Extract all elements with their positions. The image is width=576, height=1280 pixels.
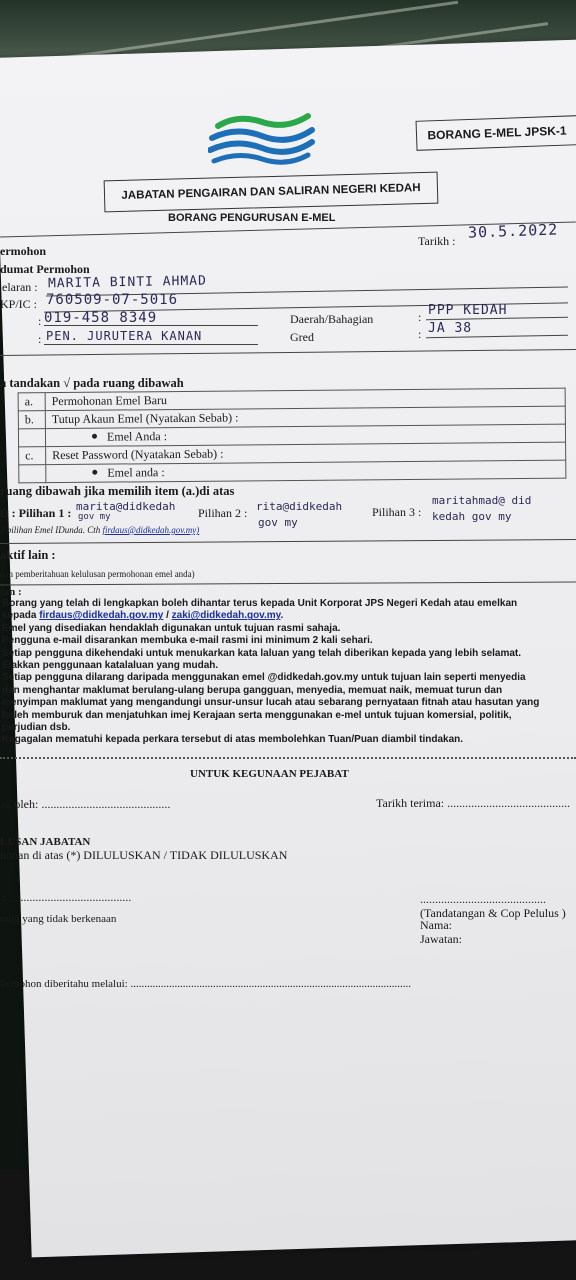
approval-status-text: honan di atas (*) DILULUSKAN / TIDAK DILULUSKAN <box>0 848 288 862</box>
rule-7: Kegagalan mematuhi kepada perkara tersebut di atas membolehkan Tuan/Puan diambil tindakan. <box>2 734 464 746</box>
pilihan-2-value[interactable]: rita@didkedah <box>256 500 343 513</box>
option-letter: c. <box>19 447 46 465</box>
jawatan-pelulus-label: Jawatan: <box>420 932 462 946</box>
option-text: Permohonan Emel Baru <box>45 388 565 411</box>
aktif-note: uan pemberitahuan kelulusan permohonan emel anda) <box>0 569 195 579</box>
pilihan-note-text: 3 pilihan Emel IDunda. Cth <box>0 525 101 535</box>
option-text: Emel anda : <box>107 465 165 480</box>
diterima-oleh: ak oleh: ........................................... <box>0 797 171 811</box>
tarikh-value[interactable]: 30.5.2022 <box>467 220 559 242</box>
kelulusan-jabatan-heading: LUSAN JABATAN <box>0 836 91 848</box>
bahagian-colon: : <box>38 332 42 346</box>
pilihan-3-label: Pilihan 3 : <box>372 505 422 519</box>
tarikh-terima: Tarikh terima: ......................................... <box>376 796 571 810</box>
rule-6e: perjudian dsb. <box>2 722 71 734</box>
rule-4: Setiap pengguna dikehendaki untuk menukarkan kata laluan yang telah diberikan kepada yang lebih selamat. <box>2 647 522 659</box>
rule-3: Pengguna e-mail disarankan membuka e-mail rasmi ini minimum 2 kali sehari. <box>2 635 373 647</box>
option-text: Tutup Akaun Emel (Nyatakan Sebab) : <box>45 406 565 429</box>
jps-wave-logo-icon <box>208 108 316 166</box>
rule-6: Setiap pengguna dilarang daripada menggunakan emel @didkedah.gov.my untuk tujuan lain seperti menyedia <box>2 672 526 684</box>
daerah-colon: : <box>418 310 422 324</box>
form-title: BORANG PENGURUSAN E-MEL <box>168 212 336 224</box>
rule-1-kepada: kepada <box>2 610 37 622</box>
signature-line-right: .......................................... <box>420 892 546 906</box>
rule-2: Emel yang disediakan hendaklah digunakan untuk tujuan rasmi sahaja. <box>2 622 341 634</box>
rule-6d: boleh memburuk dan menjatuhkan imej Kerajaan serta menggunakan e-mel untuk tujuan komersial, politik, <box>2 709 512 721</box>
zaki-email-link[interactable]: zaki@didkedah.gov.my <box>171 610 281 622</box>
jawatan-value[interactable]: PEN. JURUTERA KANAN <box>46 329 203 343</box>
aktif-lain-label: aktif lain : <box>0 548 56 562</box>
rule-5: Elakkan penggunaan katalaluan yang mudah. <box>2 660 219 672</box>
link-end: . <box>280 610 284 622</box>
tarikh-label: Tarikh : <box>418 234 456 248</box>
nama-pelulus-label: Nama: <box>420 918 452 932</box>
section-pemohon: ermohon <box>0 244 46 258</box>
bullet-icon <box>92 434 97 439</box>
pilihan-3-value-2[interactable]: kedah gov my <box>432 510 512 523</box>
option-letter: b. <box>18 411 45 429</box>
example-email-link[interactable]: firdaus@didkedah.gov.my) <box>102 525 200 535</box>
link-separator: / <box>166 610 169 622</box>
kp-label: KP/IC : <box>0 297 38 311</box>
pilihan-1-value-2[interactable]: gov my <box>78 512 111 522</box>
pilihan-3-value[interactable]: maritahmad@ did <box>432 494 532 507</box>
email-request-options-table <box>18 388 567 484</box>
tel-colon: : <box>38 314 42 328</box>
pilihan-heading: ruang dibawah jika memilih item (a.)di atas <box>0 484 235 498</box>
pilihan-note <box>0 525 199 535</box>
signature-line-left: : ......................................... <box>2 890 132 904</box>
gred-colon: : <box>418 327 422 341</box>
nama-value[interactable]: MARITA BINTI AHMAD <box>47 273 208 292</box>
option-text: Emel Anda : <box>106 429 168 444</box>
pilihan-2-value-2[interactable]: gov my <box>258 516 298 529</box>
rule-6c: menyimpan maklumat yang mengandungi unsur-unsur lucah atau sebarang pernyataan fitnah atau hasutan yang <box>2 697 540 709</box>
pilihan-1-label: D : Pilihan 1 : <box>0 506 72 520</box>
option-text: Reset Password (Nyatakan Sebab) : <box>46 442 566 465</box>
form-code-box: BORANG E-MEL JPSK-1 <box>416 115 576 151</box>
department-title: JABATAN PENGAIRAN DAN SALIRAN NEGERI KEDAH <box>104 172 439 213</box>
telefon-value[interactable]: 019-458 8349 <box>44 310 158 326</box>
rules-list <box>2 598 576 747</box>
tandatangan-cop-label: (Tandatangan & Cop Pelulus ) <box>420 906 566 920</box>
instruction-text: a tandakan √ pada ruang dibawah <box>0 376 184 390</box>
bullet-icon <box>92 470 97 475</box>
section-maklumat-pemohon: dumat Permohon <box>0 262 90 276</box>
firdaus-email-link[interactable]: firdaus@didkedah.gov.my <box>39 610 164 622</box>
office-use-title: UNTUK KEGUNAAN PEJABAT <box>190 768 349 780</box>
nama-label: elaran : <box>2 280 38 294</box>
pilihan-1-value[interactable]: marita@didkedah <box>76 500 176 513</box>
gred-value[interactable]: JA 38 <box>428 321 473 336</box>
catatan-label: tan : <box>0 586 22 598</box>
gred-label: Gred <box>290 330 314 344</box>
daerah-label: Daerah/Bahagian <box>290 312 374 326</box>
rule-1-links <box>2 610 576 622</box>
rule-1: Borang yang telah di lengkapkan boleh dihantar terus kepada Unit Korporat JPS Negeri Kedah atau emelkan <box>2 598 518 609</box>
pilihan-2-label: Pilihan 2 : <box>198 506 248 520</box>
daerah-value[interactable]: PPP KEDAH <box>428 303 508 318</box>
rule-6b: dan menghantar maklumat berulang-ulang berupa gangguan, menyedia, memuat naik, memuat turun dan <box>2 684 503 696</box>
pilihan-lead <box>0 506 71 521</box>
kp-value[interactable]: 760509-07-5016 <box>46 292 179 308</box>
pemohon-diberitahu: Pemohon diberitahu melalui: ...................................................................................................... <box>0 978 411 990</box>
option-letter: a. <box>18 393 45 411</box>
potong-note: tong yang tidak berkenaan <box>0 913 117 925</box>
